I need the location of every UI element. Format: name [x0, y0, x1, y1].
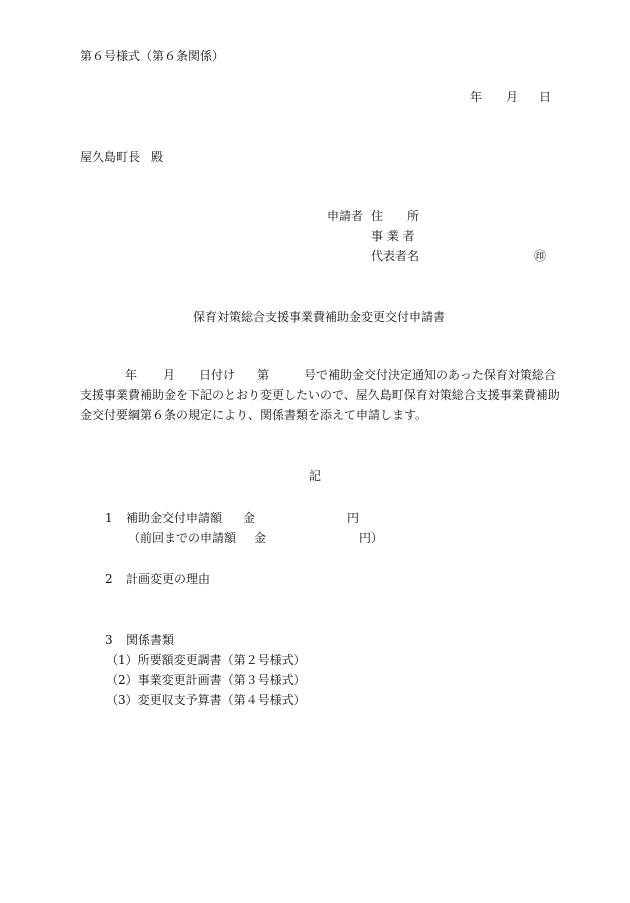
item-3-label: 関係書類	[126, 633, 175, 647]
business-label: 事 業 者	[371, 229, 415, 243]
item-1-label: 補助金交付申請額	[126, 511, 223, 525]
body-month: 月	[163, 368, 176, 382]
date-year: 年	[470, 90, 483, 104]
representative-label: 代表者名	[371, 249, 420, 263]
body-line-2: 支援事業費補助金を下記のとおり変更したいので、屋久島町保育対策総合支援事業費補助	[80, 388, 560, 402]
date-day: 日	[539, 90, 552, 104]
body-year: 年	[125, 368, 138, 382]
item-2-number: 2	[105, 572, 113, 586]
ki-heading: 記	[309, 469, 322, 483]
item-1-number: 1	[105, 511, 113, 525]
document-title: 保育対策総合支援事業費補助金変更交付申請書	[193, 310, 446, 324]
document-item-3: （3）変更収支予算書（第４号様式）	[106, 693, 306, 707]
addressee-honorific: 殿	[151, 150, 164, 164]
item-2-label: 計画変更の理由	[126, 572, 211, 586]
date-month: 月	[506, 90, 519, 104]
document-item-2: （2）事業変更計画書（第３号様式）	[106, 673, 306, 687]
addressee-name: 屋久島町長	[80, 150, 141, 164]
item-1-sub-label: （前回までの申請額	[128, 531, 237, 545]
item-1-sub-kin: 金	[254, 531, 267, 545]
item-1-yen: 円	[347, 511, 360, 525]
item-3-number: 3	[105, 633, 113, 647]
body-line-3: 金交付要綱第６条の規定により、関係書類を添えて申請します。	[80, 408, 428, 422]
form-number: 第６号様式（第６条関係）	[80, 49, 225, 63]
applicant-label: 申請者	[327, 209, 364, 223]
body-day: 日付け	[199, 368, 236, 382]
body-line-1-text: 号で補助金交付決定通知のあった保育対策総合	[304, 368, 556, 382]
item-1-sub-yen: 円）	[359, 531, 384, 545]
item-1-kin: 金	[243, 511, 256, 525]
body-no-prefix: 第	[257, 368, 270, 382]
address-label: 住 所	[371, 209, 420, 223]
document-item-1: （1）所要額変更調書（第２号様式）	[106, 653, 306, 667]
seal-mark: ㊞	[534, 249, 547, 263]
